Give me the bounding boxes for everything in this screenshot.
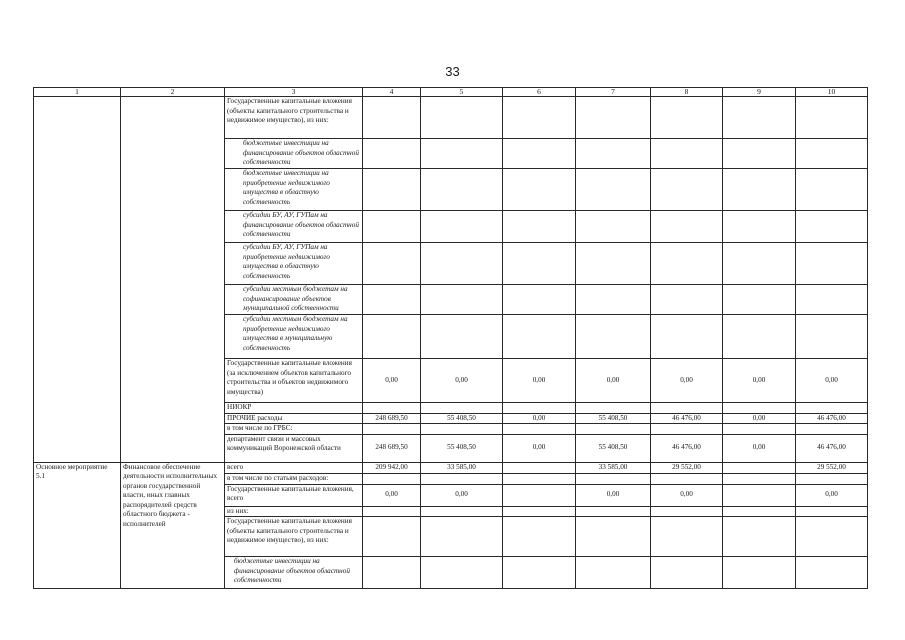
value-cell <box>796 506 868 517</box>
value-cell <box>796 315 868 359</box>
column-header: 7 <box>576 88 651 97</box>
value-cell <box>723 403 796 414</box>
value-cell <box>363 517 421 557</box>
row-label: Государственные капитальные вложения (объекты капитального строительства и недвижимое имущество), из них: <box>225 517 363 557</box>
value-cell: 0,00 <box>503 434 576 462</box>
table-row <box>34 97 868 139</box>
value-cell: 0,00 <box>576 484 651 506</box>
value-cell: 0,00 <box>723 434 796 462</box>
value-cell <box>651 315 723 359</box>
row-label: субсидии местным бюджетам на софинансирование объектов муниципальной собственности <box>225 285 363 315</box>
value-cell <box>421 557 503 589</box>
value-cell <box>651 506 723 517</box>
value-cell <box>503 315 576 359</box>
value-cell <box>363 557 421 589</box>
value-cell <box>363 243 421 285</box>
value-cell <box>651 169 723 211</box>
value-cell <box>723 462 796 473</box>
page-number: 33 <box>445 64 460 79</box>
value-cell <box>421 473 503 484</box>
value-cell <box>723 557 796 589</box>
value-cell <box>651 211 723 243</box>
column-header-row <box>34 88 868 97</box>
budget-table <box>33 87 868 589</box>
value-cell <box>363 315 421 359</box>
value-cell: 209 942,00 <box>363 462 421 473</box>
value-cell <box>651 557 723 589</box>
value-cell <box>363 506 421 517</box>
value-cell <box>576 243 651 285</box>
value-cell <box>723 169 796 211</box>
value-cell <box>796 211 868 243</box>
value-cell <box>363 211 421 243</box>
column-header: 10 <box>796 88 868 97</box>
value-cell <box>421 169 503 211</box>
value-cell <box>723 473 796 484</box>
value-cell <box>576 424 651 435</box>
value-cell: 55 408,50 <box>576 434 651 462</box>
value-cell <box>576 403 651 414</box>
description-cell <box>121 97 225 463</box>
value-cell: 0,00 <box>503 413 576 424</box>
value-cell: 46 476,00 <box>651 413 723 424</box>
value-cell <box>796 557 868 589</box>
value-cell: 0,00 <box>723 359 796 403</box>
value-cell: 29 552,00 <box>651 462 723 473</box>
description-cell: Финансовое обеспечение деятельности исполнительных органов государственной власти, иных главных распорядителей средств областного бюджета - исполнителей <box>121 462 225 589</box>
row-label: НИОКР <box>225 403 363 414</box>
value-cell <box>503 169 576 211</box>
row-label: Государственные капитальные вложения, всего <box>225 484 363 506</box>
value-cell <box>363 139 421 169</box>
value-cell: 46 476,00 <box>796 413 868 424</box>
value-cell <box>421 243 503 285</box>
value-cell <box>503 557 576 589</box>
value-cell <box>503 139 576 169</box>
table-row <box>34 462 868 473</box>
value-cell <box>363 473 421 484</box>
value-cell: 248 689,50 <box>363 413 421 424</box>
value-cell <box>576 473 651 484</box>
value-cell <box>723 506 796 517</box>
column-header: 4 <box>363 88 421 97</box>
value-cell: 248 689,50 <box>363 434 421 462</box>
value-cell <box>503 97 576 139</box>
value-cell <box>363 285 421 315</box>
value-cell: 46 476,00 <box>796 434 868 462</box>
value-cell <box>363 169 421 211</box>
row-label: бюджетные инвестиции на приобретение недвижимого имущества в областную собственность <box>225 169 363 211</box>
value-cell <box>421 139 503 169</box>
value-cell: 0,00 <box>363 359 421 403</box>
row-label: ПРОЧИЕ расходы <box>225 413 363 424</box>
column-header: 1 <box>34 88 121 97</box>
value-cell: 0,00 <box>796 359 868 403</box>
value-cell <box>363 97 421 139</box>
value-cell: 0,00 <box>651 359 723 403</box>
value-cell <box>421 506 503 517</box>
value-cell <box>503 462 576 473</box>
value-cell <box>421 285 503 315</box>
value-cell <box>796 473 868 484</box>
value-cell <box>421 315 503 359</box>
value-cell: 55 408,50 <box>421 434 503 462</box>
value-cell: 55 408,50 <box>421 413 503 424</box>
value-cell <box>651 139 723 169</box>
value-cell <box>421 97 503 139</box>
value-cell <box>796 97 868 139</box>
value-cell <box>576 97 651 139</box>
value-cell <box>503 424 576 435</box>
value-cell <box>796 285 868 315</box>
value-cell <box>503 484 576 506</box>
value-cell <box>576 211 651 243</box>
value-cell <box>576 506 651 517</box>
value-cell <box>723 243 796 285</box>
value-cell <box>723 211 796 243</box>
value-cell <box>503 403 576 414</box>
value-cell <box>576 517 651 557</box>
value-cell <box>796 517 868 557</box>
value-cell: 55 408,50 <box>576 413 651 424</box>
value-cell <box>723 315 796 359</box>
row-label: бюджетные инвестиции на финансирование объектов областной собственности <box>225 557 363 589</box>
value-cell <box>723 517 796 557</box>
row-label: субсидии местным бюджетам на приобретение недвижимого имущества в муниципальную собственность <box>225 315 363 359</box>
value-cell <box>723 97 796 139</box>
row-label: бюджетные инвестиции на финансирование объектов областной собственности <box>225 139 363 169</box>
row-label: Государственные капитальные вложения (за исключением объектов капитального строительства и объектов недвижимого имущества) <box>225 359 363 403</box>
value-cell <box>576 139 651 169</box>
value-cell <box>796 403 868 414</box>
value-cell <box>503 211 576 243</box>
row-label: в том числе по статьям расходов: <box>225 473 363 484</box>
value-cell <box>363 403 421 414</box>
activity-cell <box>34 97 121 463</box>
value-cell <box>723 139 796 169</box>
value-cell: 0,00 <box>576 359 651 403</box>
value-cell <box>796 243 868 285</box>
value-cell <box>723 285 796 315</box>
row-label: всего <box>225 462 363 473</box>
value-cell <box>651 473 723 484</box>
value-cell <box>576 285 651 315</box>
value-cell <box>796 169 868 211</box>
value-cell <box>576 557 651 589</box>
value-cell: 0,00 <box>363 484 421 506</box>
value-cell <box>503 517 576 557</box>
value-cell: 0,00 <box>796 484 868 506</box>
value-cell: 46 476,00 <box>651 434 723 462</box>
column-header: 5 <box>421 88 503 97</box>
value-cell <box>576 169 651 211</box>
value-cell <box>651 403 723 414</box>
row-label: в том числе по ГРБС: <box>225 424 363 435</box>
value-cell <box>503 473 576 484</box>
column-header: 2 <box>121 88 225 97</box>
value-cell: 0,00 <box>503 359 576 403</box>
value-cell: 33 585,00 <box>421 462 503 473</box>
value-cell: 0,00 <box>651 484 723 506</box>
value-cell <box>363 424 421 435</box>
column-header: 9 <box>723 88 796 97</box>
value-cell <box>723 484 796 506</box>
value-cell <box>421 424 503 435</box>
value-cell <box>796 139 868 169</box>
row-label: субсидии БУ, АУ, ГУПам на приобретение недвижимого имущества в областную собственность <box>225 243 363 285</box>
value-cell <box>421 211 503 243</box>
column-header: 6 <box>503 88 576 97</box>
value-cell <box>651 285 723 315</box>
value-cell <box>576 315 651 359</box>
value-cell <box>651 97 723 139</box>
value-cell <box>503 243 576 285</box>
value-cell <box>503 506 576 517</box>
value-cell <box>651 517 723 557</box>
value-cell: 0,00 <box>421 359 503 403</box>
row-label: субсидии БУ, АУ, ГУПам на финансирование объектов областной собственности <box>225 211 363 243</box>
value-cell: 29 552,00 <box>796 462 868 473</box>
value-cell <box>651 243 723 285</box>
value-cell: 0,00 <box>723 413 796 424</box>
value-cell <box>723 424 796 435</box>
value-cell: 0,00 <box>421 484 503 506</box>
value-cell: 33 585,00 <box>576 462 651 473</box>
value-cell <box>421 403 503 414</box>
row-label: Государственные капитальные вложения (объекты капитального строительства и недвижимое имущество), из них: <box>225 97 363 139</box>
column-header: 3 <box>225 88 363 97</box>
row-label: из них: <box>225 506 363 517</box>
value-cell <box>503 285 576 315</box>
row-label: департамент связи и массовых коммуникаций Воронежской области <box>225 434 363 462</box>
column-header: 8 <box>651 88 723 97</box>
value-cell <box>421 517 503 557</box>
value-cell <box>651 424 723 435</box>
activity-cell: Основное мероприятие 5.1 <box>34 462 121 589</box>
value-cell <box>796 424 868 435</box>
